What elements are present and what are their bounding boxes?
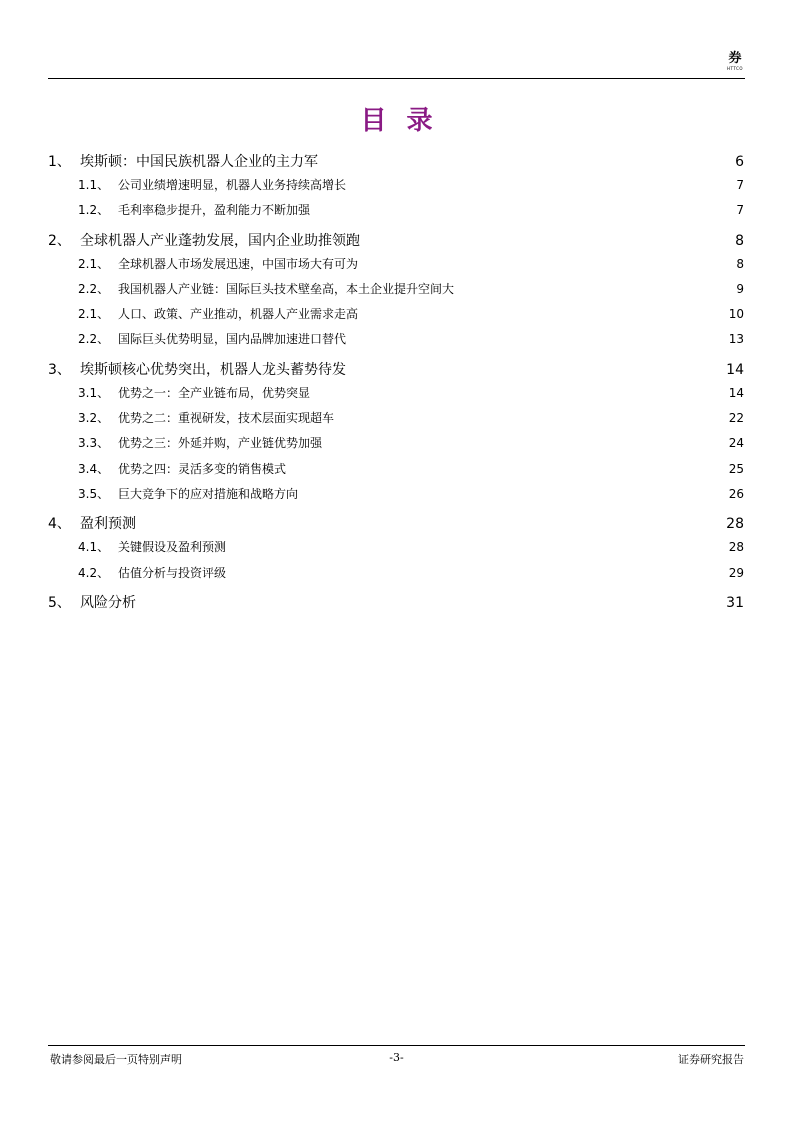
toc-section-entry[interactable] [48, 457, 744, 482]
toc-entry-title: 埃斯顿核心优势突出，机器人龙头蓄势待发 [80, 361, 346, 378]
toc-entry-page: 31 [726, 594, 744, 611]
toc-entry-title: 风险分析 [80, 594, 136, 611]
toc-entry-title: 国际巨头优势明显，国内品牌加速进口替代 [118, 332, 347, 347]
toc-entry-number: 3.1、 [78, 385, 110, 400]
toc-entry-page: 9 [736, 281, 744, 296]
toc-section-entry[interactable] [48, 406, 744, 431]
toc-entry-number: 4、 [48, 516, 71, 533]
toc-entry-number: 4.1、 [78, 540, 110, 555]
toc-entry-number: 2.1、 [78, 256, 110, 271]
logo-subtext: HTTCO [726, 66, 744, 71]
toc-chapter-entry[interactable] [48, 359, 744, 381]
toc-section-entry[interactable] [48, 173, 744, 198]
page-number: -3- [389, 1051, 404, 1064]
footer-report-type: 证券研究报告 [678, 1053, 744, 1066]
toc-entry-page: 13 [728, 332, 744, 347]
toc-entry-number: 2.1、 [78, 307, 110, 322]
toc-entry-number: 3.3、 [78, 436, 110, 451]
toc-entry-number: 4.2、 [78, 565, 110, 580]
toc-section-entry[interactable] [48, 252, 744, 277]
toc-entry-page: 7 [736, 203, 744, 218]
toc-chapter-entry[interactable] [48, 513, 744, 535]
toc-entry-page: 8 [735, 232, 744, 249]
toc-entry-title: 关键假设及盈利预测 [118, 540, 227, 555]
logo-character: 券 [728, 51, 742, 66]
toc-entry-page: 10 [728, 307, 744, 322]
toc-entry-number: 2、 [48, 232, 71, 249]
toc-entry-number: 3、 [48, 361, 71, 378]
toc-chapter-entry[interactable] [48, 230, 744, 252]
toc-entry-page: 7 [736, 178, 744, 192]
toc-entry-title: 优势之二：重视研发，技术层面实现超车 [118, 411, 335, 426]
toc-chapter-entry[interactable] [48, 151, 744, 173]
toc-chapter-entry[interactable] [48, 592, 744, 614]
toc-entry-page: 14 [728, 385, 744, 400]
toc-entry-page: 29 [728, 565, 744, 580]
toc-entry-number: 3.2、 [78, 411, 110, 426]
toc-entry-page: 8 [736, 256, 744, 271]
toc-section-entry[interactable] [48, 277, 744, 302]
company-logo [722, 52, 748, 71]
toc-entry-page: 25 [728, 461, 744, 476]
toc-section-entry[interactable] [48, 535, 744, 560]
table-of-contents [48, 151, 744, 614]
toc-entry-title: 埃斯顿：中国民族机器人企业的主力军 [80, 154, 318, 170]
footer-disclaimer: 敬请参阅最后一页特别声明 [50, 1053, 182, 1066]
toc-entry-number: 1.2、 [78, 203, 110, 218]
toc-entry-title: 优势之四：灵活多变的销售模式 [118, 461, 287, 476]
toc-entry-title: 全球机器人市场发展迅速，中国市场大有可为 [118, 256, 359, 271]
toc-entry-title: 我国机器人产业链：国际巨头技术壁垒高，本土企业提升空间大 [118, 281, 455, 296]
toc-entry-number: 2.2、 [78, 332, 110, 347]
page-title: 目录 [360, 106, 453, 136]
toc-entry-page: 22 [728, 411, 744, 426]
header-divider [48, 78, 745, 79]
toc-section-entry[interactable] [48, 431, 744, 456]
toc-entry-number: 5、 [48, 594, 71, 611]
toc-section-entry[interactable] [48, 327, 744, 352]
toc-entry-title: 盈利预测 [80, 516, 136, 533]
toc-entry-title: 优势之一：全产业链布局，优势突显 [118, 385, 311, 400]
toc-entry-number: 1.1、 [78, 178, 110, 192]
toc-entry-number: 3.5、 [78, 486, 110, 501]
toc-section-entry[interactable] [48, 561, 744, 586]
toc-section-entry[interactable] [48, 302, 744, 327]
toc-entry-page: 14 [726, 361, 744, 378]
toc-entry-title: 优势之三：外延并购，产业链优势加强 [118, 436, 323, 451]
toc-entry-title: 公司业绩增速明显，机器人业务持续高增长 [118, 178, 347, 192]
toc-entry-page: 28 [728, 540, 744, 555]
toc-entry-page: 28 [726, 516, 744, 533]
toc-entry-number: 3.4、 [78, 461, 110, 476]
toc-entry-title: 毛利率稳步提升，盈利能力不断加强 [118, 203, 311, 218]
toc-entry-number: 1、 [48, 154, 71, 170]
toc-entry-page: 26 [728, 486, 744, 501]
toc-entry-title: 巨大竞争下的应对措施和战略方向 [118, 486, 299, 501]
toc-section-entry[interactable] [48, 198, 744, 223]
toc-entry-title: 人口、政策、产业推动，机器人产业需求走高 [118, 307, 359, 322]
toc-entry-page: 6 [735, 154, 744, 170]
toc-entry-title: 估值分析与投资评级 [118, 565, 227, 580]
toc-section-entry[interactable] [48, 482, 744, 507]
toc-entry-number: 2.2、 [78, 281, 110, 296]
toc-entry-title: 全球机器人产业蓬勃发展，国内企业助推领跑 [80, 232, 360, 249]
toc-entry-page: 24 [728, 436, 744, 451]
toc-section-entry[interactable] [48, 381, 744, 406]
footer-divider [48, 1045, 745, 1046]
